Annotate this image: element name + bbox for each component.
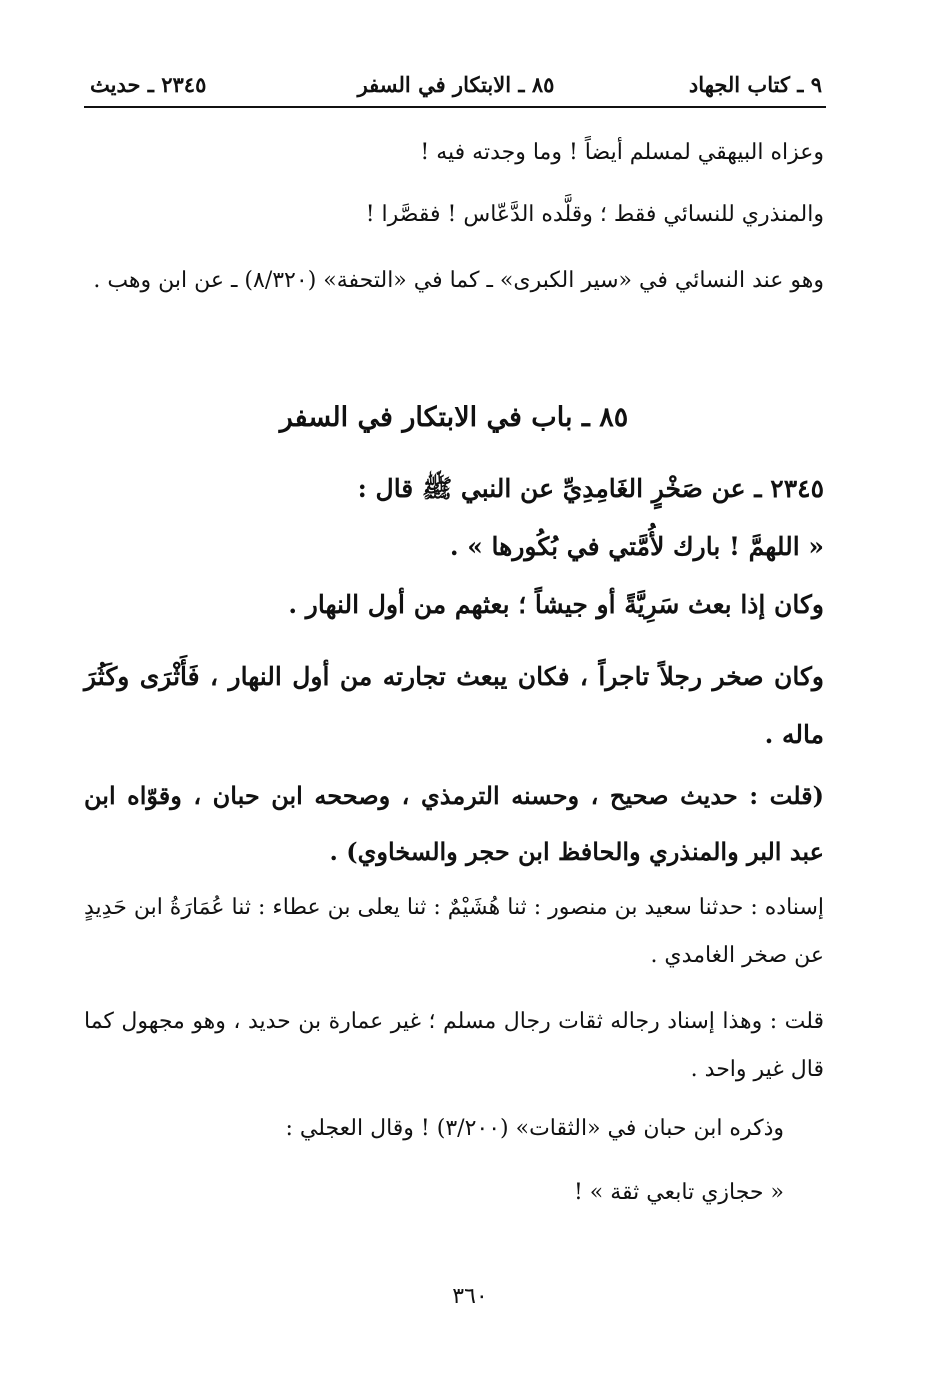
hadith-quote: « اللهمَّ ! بارك لأُمَّتي في بُكُورها » . [449, 532, 824, 561]
hadith-line-3: وكان صخر رجلاً تاجراً ، فكان يبعث تجارته من أول النهار ، فَأَثْرَى وكَثُرَ ماله . [84, 662, 824, 749]
page-number: ٣٦٠ [452, 1284, 488, 1309]
intro-paragraph-1: وعزاه البيهقي لمسلم أيضاً ! وما وجدته فيه ! [420, 140, 824, 165]
running-header [86, 72, 826, 106]
isnad-paragraph: إسناده : حدثنا سعيد بن منصور : ثنا هُشَيْمٌ : ثنا يعلى بن عطاء : ثنا عُمَارَةُ ابن حَدِيدٍ عن صخر الغامدي . [84, 895, 824, 968]
ijli-quote: « حجازي تابعي ثقة » ! [573, 1180, 784, 1205]
header-chapter: ٩ ـ كتاب الجهاد [688, 72, 822, 97]
hadith-line-2: وكان إذا بعث سَرِيَّةً أو جيشاً ؛ بعثهم من أول النهار . [288, 590, 824, 619]
intro-paragraph-3: وهو عند النسائي في «سير الكبرى» ـ كما في «التحفة» (٨/٣٢٠) ـ عن ابن وهب . [93, 268, 824, 293]
commentary-paragraph: قلت : وهذا إسناد رجاله ثقات رجال مسلم ؛ غير عمارة بن حديد ، وهو مجهول كما قال غير واحد . [84, 1009, 824, 1082]
ibn-hibban-line: وذكره ابن حبان في «الثقات» (٣/٢٠٠) ! وقال العجلي : [285, 1116, 784, 1141]
ruling-paragraph: (قلت : حديث صحيح ، وحسنه الترمذي ، وصححه ابن حبان ، وقوّاه ابن عبد البر والمنذري والحافظ ابن حجر والسخاوي) . [84, 781, 824, 866]
hadith-opening: ٢٣٤٥ ـ عن صَخْرٍ الغَامِدِيِّ عن النبي ﷺ قال : [357, 474, 824, 503]
intro-paragraph-2: والمنذري للنسائي فقط ؛ وقلَّده الدَّعّاس ! فقصَّرا ! [365, 202, 824, 227]
header-section: ٨٥ ـ الابتكار في السفر [357, 72, 555, 97]
header-rule [84, 106, 826, 108]
header-hadith-ref: ٢٣٤٥ ـ حديث [90, 72, 207, 97]
chapter-heading: ٨٥ ـ باب في الابتكار في السفر [279, 402, 629, 433]
